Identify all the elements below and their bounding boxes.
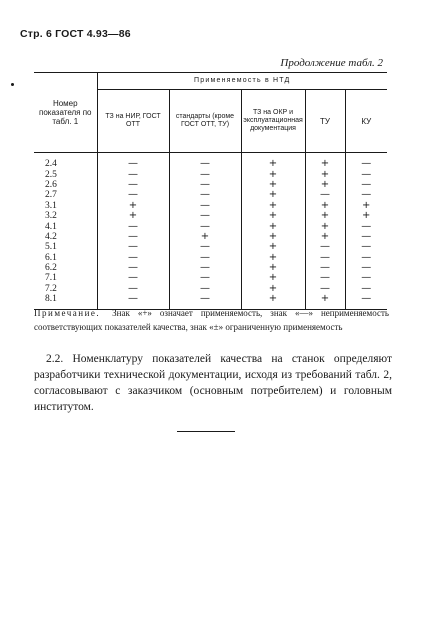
row-label: 8.1 — [34, 294, 97, 310]
applicability-mark: + — [241, 180, 305, 190]
applicability-mark: — — [345, 263, 387, 273]
applicability-mark: — — [345, 153, 387, 170]
applicability-mark: — — [305, 253, 345, 263]
applicability-mark: + — [305, 221, 345, 231]
applicability-mark: — — [345, 190, 387, 200]
applicability-mark: — — [169, 273, 241, 283]
applicability-mark: — — [97, 284, 169, 294]
row-number-header: Номер показателя по табл. 1 — [34, 73, 97, 153]
applicability-mark: — — [169, 221, 241, 231]
applicability-mark: + — [305, 180, 345, 190]
table-row — [34, 284, 387, 294]
table-row — [34, 153, 387, 170]
row-label: 4.2 — [45, 231, 57, 242]
applicability-mark: + — [241, 273, 305, 283]
applicability-mark: + — [305, 294, 345, 310]
applicability-mark: + — [169, 232, 241, 242]
applicability-mark: — — [305, 190, 345, 200]
col-header-standards: стандарты (кроме ГОСТ ОТТ, ТУ) — [169, 90, 241, 153]
applicability-mark: — — [169, 190, 241, 200]
applicability-mark: — — [345, 242, 387, 252]
applicability-mark: + — [241, 211, 305, 221]
applicability-mark: + — [241, 294, 305, 310]
applicability-mark: — — [345, 284, 387, 294]
applicability-mark: — — [169, 284, 241, 294]
applicability-mark: — — [97, 169, 169, 179]
row-label: 6.1 — [45, 252, 57, 263]
paragraph-2-2: 2.2. Номенклатуру показателей качества на станок определяют разработчики технической документации, исходя из требований табл. 2, согласовывают с заказчиком (основным потребителем) и головным институтом. — [34, 353, 392, 413]
table-row — [34, 211, 387, 221]
applicability-mark: — — [97, 153, 169, 170]
applicability-mark: + — [345, 201, 387, 211]
applicability-mark: + — [241, 153, 305, 170]
row-label: 2.7 — [45, 190, 57, 201]
table-row — [34, 273, 387, 283]
applicability-mark: — — [345, 180, 387, 190]
row-label: 4.1 — [45, 221, 57, 232]
row-label: 2.5 — [45, 169, 57, 180]
applicability-mark: + — [97, 211, 169, 221]
applicability-mark: + — [241, 284, 305, 294]
note-text: Знак «+» означает применяемость, знак «—» неприменяемость соответствующих показателей качества, знак «±» ограниченную применяемость — [34, 308, 389, 332]
row-label: 2.4 — [45, 159, 57, 170]
applicability-mark: — — [169, 153, 241, 170]
applicability-mark: — — [97, 221, 169, 231]
row-label: 6.2 — [45, 263, 57, 274]
table-row — [34, 169, 387, 179]
applicability-mark: — — [97, 190, 169, 200]
applicability-mark: — — [169, 242, 241, 252]
applicability-mark: + — [305, 211, 345, 221]
table-row — [34, 190, 387, 200]
table-row — [34, 201, 387, 211]
page-header: Стр. 6 ГОСТ 4.93—86 — [20, 28, 131, 40]
applicability-mark: — — [169, 201, 241, 211]
applicability-mark: — — [305, 284, 345, 294]
section-end-rule — [177, 431, 235, 432]
applicability-mark: — — [169, 169, 241, 179]
applicability-mark: — — [305, 263, 345, 273]
applicability-mark: — — [97, 263, 169, 273]
row-label: 3.2 — [45, 211, 57, 222]
applicability-mark: — — [305, 273, 345, 283]
table-body — [34, 153, 387, 310]
table-continuation-caption: Продолжение табл. 2 — [280, 57, 383, 69]
applicability-mark: — — [345, 232, 387, 242]
applicability-mark: — — [345, 221, 387, 231]
applicability-mark: + — [305, 169, 345, 179]
table-row — [34, 263, 387, 273]
row-label: 2.6 — [45, 179, 57, 190]
row-label: 3.1 — [45, 200, 57, 211]
applicability-mark: — — [97, 253, 169, 263]
applicability-mark: — — [169, 253, 241, 263]
row-label: 7.2 — [45, 283, 57, 294]
applicability-mark: + — [241, 221, 305, 231]
applicability-mark: — — [169, 180, 241, 190]
col-header-tz-nir: ТЗ на НИР, ГОСТ ОТТ — [97, 90, 169, 153]
applicability-mark: + — [241, 232, 305, 242]
applicability-mark: — — [345, 294, 387, 310]
col-header-tz-okr: ТЗ на ОКР и эксплуатационная документация — [241, 90, 305, 153]
applicability-mark: — — [169, 294, 241, 310]
applicability-mark: + — [305, 201, 345, 211]
applicability-span-header: Применяемость в НТД — [97, 73, 387, 90]
applicability-mark: — — [97, 273, 169, 283]
applicability-mark: — — [345, 169, 387, 179]
applicability-mark: — — [97, 232, 169, 242]
applicability-mark: + — [241, 242, 305, 252]
applicability-mark: — — [97, 180, 169, 190]
applicability-mark: — — [345, 273, 387, 283]
applicability-mark: + — [97, 201, 169, 211]
row-label: 5.1 — [45, 242, 57, 253]
table-row — [34, 242, 387, 252]
applicability-mark: + — [241, 169, 305, 179]
col-header-tu: ТУ — [305, 90, 345, 153]
applicability-mark: + — [305, 232, 345, 242]
col-header-ku: КУ — [345, 90, 387, 153]
margin-dot — [11, 83, 14, 86]
applicability-table — [34, 72, 387, 310]
applicability-mark: + — [241, 190, 305, 200]
applicability-mark: — — [345, 253, 387, 263]
applicability-mark: + — [241, 263, 305, 273]
table-row — [34, 221, 387, 231]
table-row — [34, 180, 387, 190]
applicability-mark: + — [305, 153, 345, 170]
table-row — [34, 253, 387, 263]
applicability-mark: + — [241, 253, 305, 263]
applicability-mark: — — [169, 263, 241, 273]
applicability-mark: — — [169, 211, 241, 221]
note-label: Примечание. — [34, 308, 101, 318]
applicability-mark: + — [241, 201, 305, 211]
applicability-mark: — — [97, 242, 169, 252]
applicability-mark: + — [345, 211, 387, 221]
applicability-mark: — — [305, 242, 345, 252]
row-label: 7.1 — [45, 273, 57, 284]
table-row — [34, 232, 387, 242]
table-note — [34, 307, 389, 334]
applicability-mark: — — [97, 294, 169, 310]
